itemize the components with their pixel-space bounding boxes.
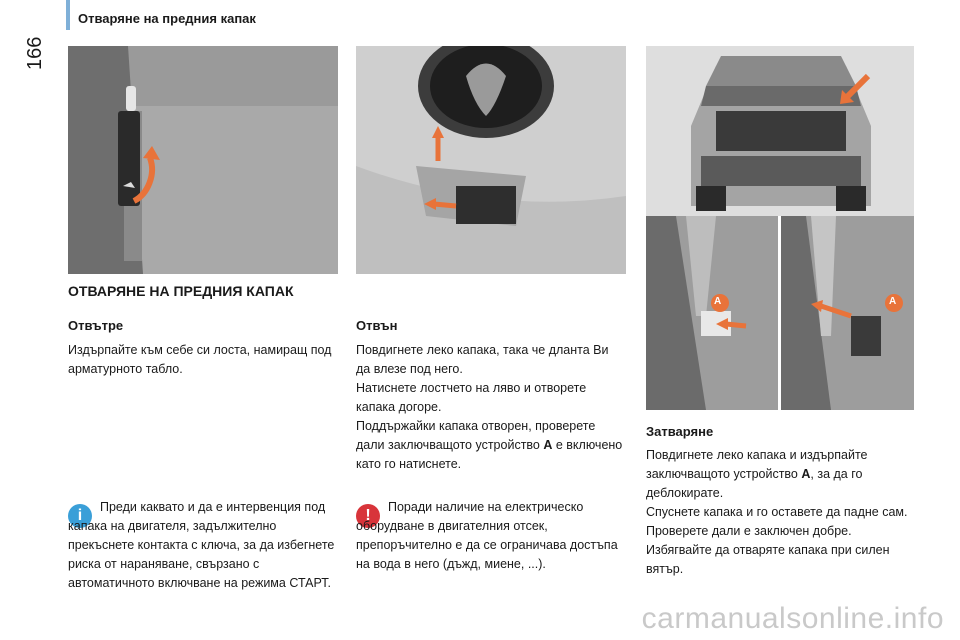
closing-label-a: A <box>801 467 811 481</box>
outside-text <box>356 341 624 474</box>
outside-title: Отвън <box>356 318 398 333</box>
outside-line2: Натиснете лостчето на ляво и отворете капака догоре. <box>356 381 587 414</box>
hook-release-photo-right <box>781 216 914 410</box>
warning-icon: ! <box>356 504 380 528</box>
info-note: Преди каквато и да е интервенция под капака на двигателя, задължително прекъснете контакта с ключа, за да избегнете риска от нараняване, свързано с автоматичното включване на режима СТАРТ. <box>68 500 335 590</box>
watermark: carmanualsonline.info <box>641 602 944 635</box>
outside-line1: Повдигнете леко капака, така че дланта Ви да влезе под него. <box>356 343 609 376</box>
outside-label-a: A <box>543 438 553 452</box>
warning-note: Поради наличие на електрическо оборудване в двигателния отсек, препоръчително е да се ограничава достъпа на вода в него (дъжд, миене, ...). <box>356 500 618 571</box>
info-icon: i <box>68 504 92 528</box>
header-accent-bar <box>66 0 70 30</box>
vehicle-front-photo <box>646 46 914 216</box>
page-header-title: Отваряне на предния капак <box>78 11 256 26</box>
inside-text: Издърпайте към себе си лоста, намиращ под арматурното табло. <box>68 343 332 376</box>
closing-line3: Избягвайте да отваряте капака при силен вятър. <box>646 543 890 576</box>
closing-title: Затваряне <box>646 424 714 439</box>
outside-line3 <box>356 417 624 474</box>
grille-latch-photo <box>356 46 626 274</box>
page-number: 166 <box>24 36 46 70</box>
interior-lever-photo <box>68 46 338 274</box>
closing-line1 <box>646 446 914 503</box>
section-title: ОТВАРЯНЕ НА ПРЕДНИЯ КАПАК <box>68 283 294 299</box>
closing-line1-a: Повдигнете леко капака и издърпайте заключващото устройство <box>646 448 868 481</box>
outside-line3-a: Поддържайки капака отворен, проверете дали заключващото устройство <box>356 419 596 452</box>
closing-line1-b: , за да го деблокирате. <box>646 467 863 500</box>
inside-title: Отвътре <box>68 318 124 333</box>
closing-line2: Спуснете капака и го оставете да падне сам. Проверете дали е заключен добре. <box>646 505 908 538</box>
callout-a-right: A <box>889 296 897 307</box>
hook-release-photo-left <box>646 216 778 410</box>
closing-text <box>646 446 914 579</box>
callout-a-left: A <box>714 296 722 307</box>
outside-line3-b: е включено като го натиснете. <box>356 438 623 471</box>
